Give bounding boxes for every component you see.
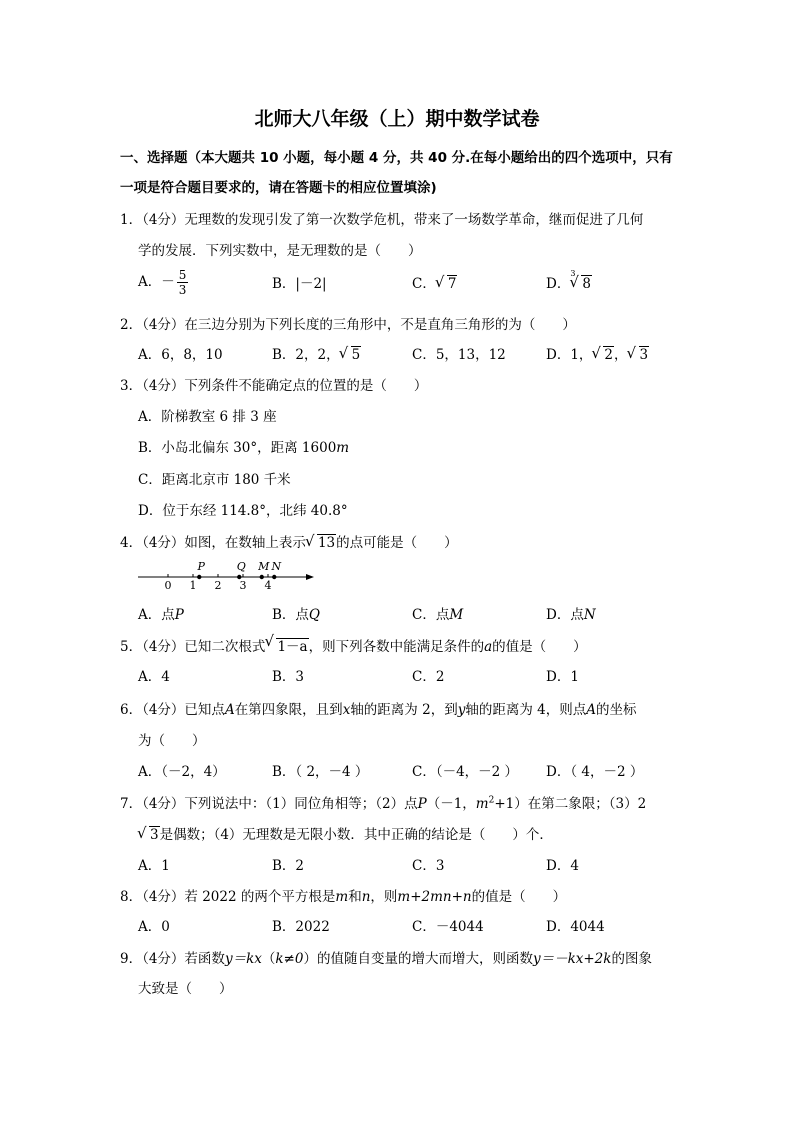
- q8-option-b: B．2022: [272, 919, 330, 935]
- number-line-point: [197, 575, 201, 579]
- q3-stem: 3．（4分）下列条件不能确定点的位置的是（ ）: [120, 378, 428, 394]
- q9-stem-line2: 大致是（ ）: [138, 981, 233, 997]
- q1-stem-line1: 1．（4分）无理数的发现引发了第一次数学危机，带来了一场数学革命，继而促进了几何: [120, 212, 644, 228]
- number-line-point: [237, 575, 241, 579]
- q9-stem-line1: 9．（4分）若函数y＝kx（k≠0）的值随自变量的增大而增大，则函数y＝－kx+2k的图象: [120, 951, 652, 967]
- number-line-point: [272, 575, 276, 579]
- q7-option-b: B．2: [272, 858, 305, 874]
- q7-option-c: C．3: [412, 858, 445, 874]
- q2-option-b: B．2，2，√ 5: [272, 343, 361, 363]
- number-line-point-label: M: [258, 560, 270, 573]
- q4-stem: 4．（4分）如图，在数轴上表示√ 13的点可能是（ ）: [120, 531, 458, 551]
- number-line-point-label: P: [197, 560, 205, 573]
- q1-option-a: A．－ $\frac{5}{3}$: [138, 268, 187, 297]
- q5-option-c: C．2: [412, 669, 445, 685]
- number-line-figure: [138, 560, 318, 590]
- q7-stem-line1: 7．（4分）下列说法中：（1）同位角相等；（2）点P（－1，$m^2+1$）在第二象限；（3）2: [120, 795, 647, 812]
- q3-option-d: D．位于东经 114.8°，北纬 40.8°: [138, 503, 348, 519]
- q6-option-a: A．（－2，4）: [138, 764, 226, 780]
- q7-option-a: A．1: [138, 858, 170, 874]
- q6-option-c: C．（－4，－2 ）: [412, 764, 519, 780]
- q4-option-c: C．点M: [412, 607, 464, 623]
- q8-stem: 8．（4分）若 2022 的两个平方根是m和n，则m+2mn+n的值是（ ）: [120, 889, 567, 905]
- q5-option-a: A．4: [138, 669, 170, 685]
- q4-option-a: A．点P: [138, 607, 184, 623]
- section-heading-line1: 一、选择题（本大题共 10 小题，每小题 4 分，共 40 分.在每小题给出的四个选项中，只有: [120, 150, 673, 166]
- q8-option-d: D．4044: [546, 919, 605, 935]
- number-line-tick-label: 2: [214, 579, 222, 590]
- q6-stem-line1: 6．（4分）已知点A在第四象限，且到x轴的距离为 2，到y轴的距离为 4，则点A的坐标: [120, 702, 637, 718]
- q2-option-c: C．5，13，12: [412, 347, 506, 363]
- number-line-tick-label: 3: [239, 579, 247, 590]
- q2-option-a: A．6，8，10: [138, 347, 223, 363]
- q4-option-b: B．点Q: [272, 607, 320, 623]
- q1-option-b: B．|－2|: [272, 276, 327, 292]
- page-title: 北师大八年级（上）期中数学试卷: [254, 108, 540, 130]
- q5-option-d: D．1: [546, 669, 579, 685]
- q7-option-d: D．4: [546, 858, 579, 874]
- q8-option-c: C．－4044: [412, 919, 484, 935]
- q7-stem-line2: √ 3是偶数；（4）无理数是无限小数．其中正确的结论是（ ）个．: [138, 823, 553, 843]
- q1-option-d: D． √ 3 8: [546, 272, 592, 292]
- number-line-point-label: Q: [236, 560, 246, 573]
- q1-stem-line2: 学的发展．下列实数中，是无理数的是（ ）: [138, 243, 422, 259]
- q3-option-b: B．小岛北偏东 30°，距离 1600m: [138, 440, 350, 456]
- q3-option-a: A．阶梯教室 6 排 3 座: [138, 409, 277, 425]
- number-line-point: [260, 575, 264, 579]
- q8-option-a: A．0: [138, 919, 170, 935]
- q3-option-c: C．距离北京市 180 千米: [138, 472, 291, 488]
- q2-option-d: D．1，√ 2，√ 3: [546, 343, 649, 363]
- q6-option-b: B．（ 2，－4 ）: [272, 764, 369, 780]
- number-line-tick-label: 1: [189, 579, 197, 590]
- number-line-arrow: [306, 574, 314, 580]
- number-line-point-label: N: [271, 560, 282, 573]
- q5-stem: 5．（4分）已知二次根式√ 1－a，则下列各数中能满足条件的a的值是（ ）: [120, 635, 587, 655]
- q4-option-d: D．点N: [546, 607, 596, 623]
- q1-a-fraction: $\frac{5}{3}$: [178, 268, 187, 297]
- number-line-tick-label: 4: [264, 579, 272, 590]
- section-heading-line2: 一项是符合题目要求的，请在答题卡的相应位置填涂): [120, 180, 437, 196]
- q6-option-d: D．（ 4，－2 ）: [546, 764, 644, 780]
- q5-option-b: B．3: [272, 669, 305, 685]
- q6-stem-line2: 为（ ）: [138, 733, 206, 749]
- q2-stem: 2．（4分）在三边分别为下列长度的三角形中，不是直角三角形的为（ ）: [120, 317, 576, 333]
- number-line-tick-label: 0: [164, 579, 172, 590]
- q1-option-c: C．√ 7: [412, 272, 457, 292]
